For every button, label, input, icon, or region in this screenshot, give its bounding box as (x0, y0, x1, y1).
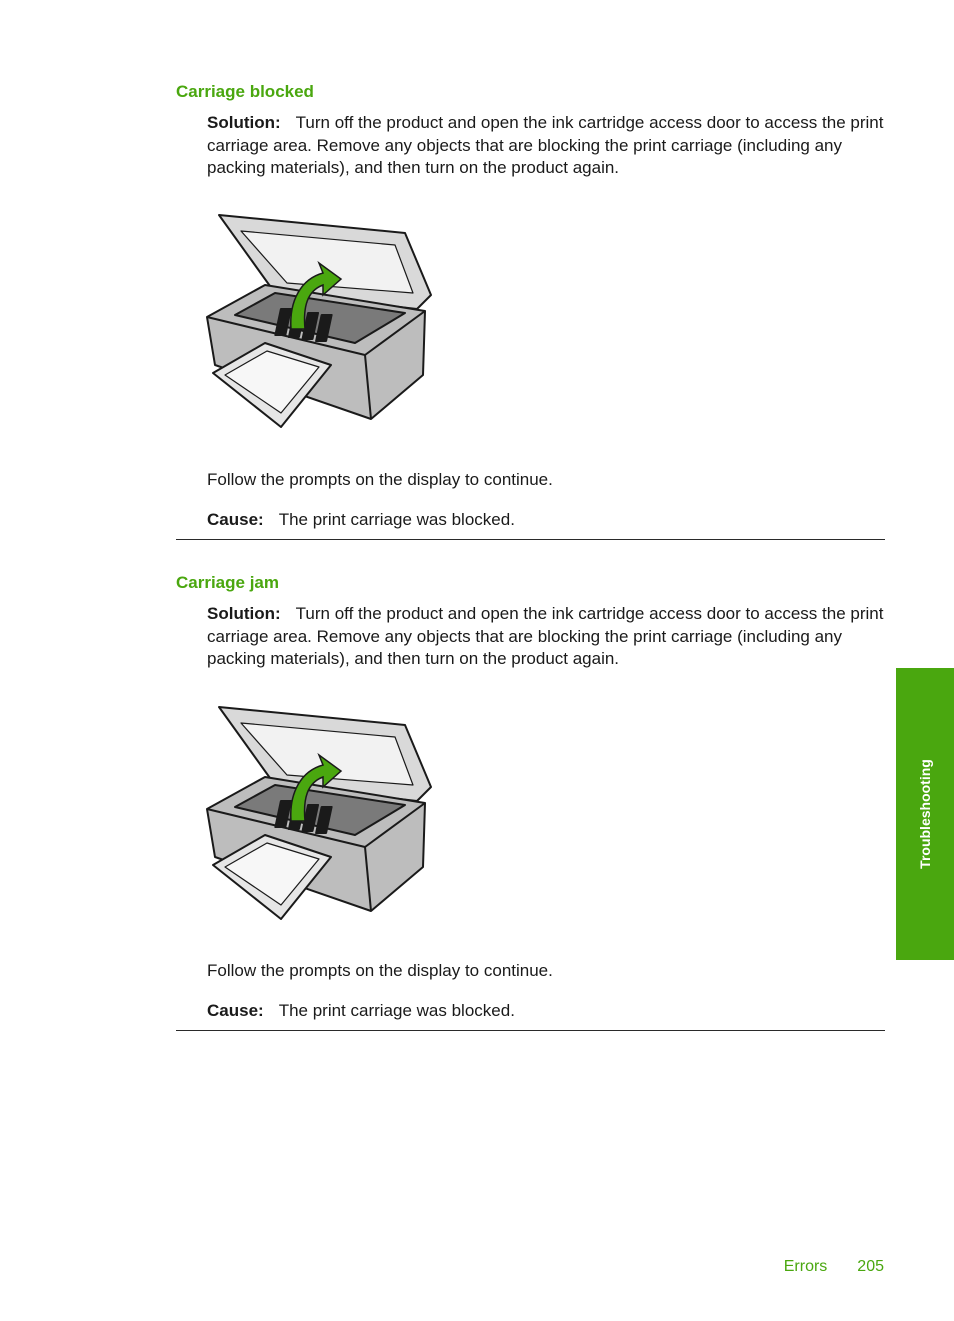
section-heading: Carriage jam (176, 573, 279, 592)
side-tab (896, 668, 954, 960)
cause-paragraph (207, 1000, 885, 1023)
side-tab-label: Troubleshooting (917, 759, 933, 869)
follow-prompts-text: Follow the prompts on the display to continue. (207, 470, 553, 489)
solution-paragraph (207, 112, 885, 180)
cause-text: The print carriage was blocked. (278, 1000, 515, 1020)
section-divider (176, 539, 885, 540)
section-heading: Carriage blocked (176, 82, 314, 101)
solution-text: Turn off the product and open the ink cartridge access door to access the print carriage area. Remove any objects that are blocking the print carriage (including any packing materials), and then turn on the product again. (207, 113, 884, 177)
page-number: 205 (857, 1258, 884, 1275)
footer-section-name: Errors (783, 1258, 828, 1275)
solution-paragraph (207, 603, 885, 671)
follow-prompts-text: Follow the prompts on the display to continue. (207, 961, 553, 980)
printer-open-illustration (205, 697, 437, 929)
solution-label: Solution: (207, 113, 281, 132)
solution-label: Solution: (207, 604, 281, 623)
cause-paragraph (207, 509, 885, 532)
cause-text: The print carriage was blocked. (278, 509, 515, 529)
section-carriage-jam (176, 573, 885, 688)
section-carriage-jam-footer (176, 960, 885, 1039)
section-carriage-blocked (176, 82, 885, 197)
cause-label: Cause: (207, 509, 264, 529)
section-carriage-blocked-footer (176, 469, 885, 548)
section-divider (176, 1030, 885, 1031)
printer-open-illustration (205, 205, 437, 437)
solution-text: Turn off the product and open the ink cartridge access door to access the print carriage area. Remove any objects that are blocking the print carriage (including any packing materials), and then turn on the product again. (207, 604, 884, 668)
cause-label: Cause: (207, 1000, 264, 1020)
page-footer (784, 1258, 884, 1276)
